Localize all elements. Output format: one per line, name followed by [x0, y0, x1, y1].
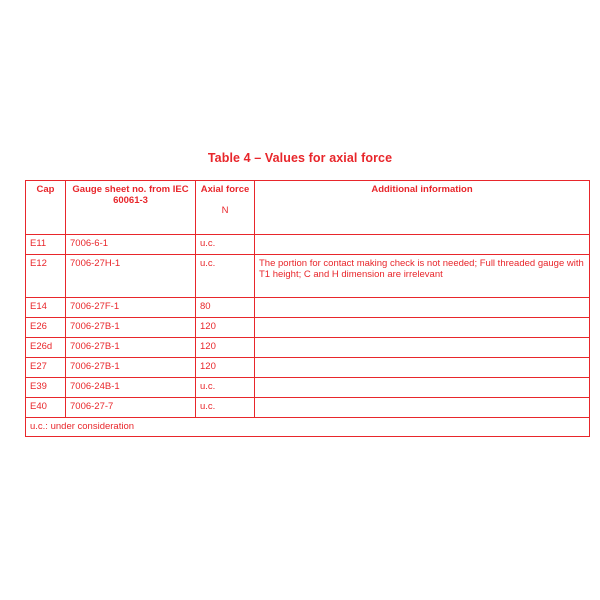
cell-cap: E14 — [26, 298, 66, 318]
header-axial-force-label: Axial force — [200, 184, 250, 195]
cell-gauge-sheet: 7006-27B-1 — [66, 358, 196, 378]
cell-axial-force: u.c. — [196, 378, 255, 398]
cell-gauge-sheet: 7006-27-7 — [66, 398, 196, 418]
cell-gauge-sheet: 7006-24B-1 — [66, 378, 196, 398]
table-row — [26, 358, 590, 378]
cell-axial-force: u.c. — [196, 398, 255, 418]
cell-additional-information — [255, 398, 590, 418]
cell-axial-force: 80 — [196, 298, 255, 318]
cell-axial-force: u.c. — [196, 255, 255, 298]
cell-gauge-sheet: 7006-27B-1 — [66, 318, 196, 338]
cell-additional-information: The portion for contact making check is not needed; Full threaded gauge with T1 height; C and H dimension are irrelevant — [255, 255, 590, 298]
table-row — [26, 298, 590, 318]
cell-axial-force: 120 — [196, 338, 255, 358]
header-axial-force-unit: N — [221, 205, 229, 216]
cell-additional-information — [255, 338, 590, 358]
cell-cap: E27 — [26, 358, 66, 378]
cell-gauge-sheet: 7006-27F-1 — [66, 298, 196, 318]
cell-additional-information — [255, 235, 590, 255]
cell-gauge-sheet: 7006-27H-1 — [66, 255, 196, 298]
cell-cap: E12 — [26, 255, 66, 298]
cell-additional-information — [255, 378, 590, 398]
header-axial-force — [196, 181, 255, 235]
table-row — [26, 338, 590, 358]
cell-gauge-sheet: 7006-6-1 — [66, 235, 196, 255]
cell-additional-information — [255, 318, 590, 338]
cell-cap: E11 — [26, 235, 66, 255]
table-row — [26, 398, 590, 418]
cell-cap: E40 — [26, 398, 66, 418]
table-title: Table 4 – Values for axial force — [207, 151, 393, 165]
header-gauge-sheet: Gauge sheet no. from IEC 60061-3 — [66, 181, 196, 235]
table-row — [26, 255, 590, 298]
cell-axial-force: 120 — [196, 358, 255, 378]
table-footnote-row — [26, 418, 590, 437]
header-additional-information: Additional information — [255, 181, 590, 235]
cell-cap: E26 — [26, 318, 66, 338]
cell-cap: E39 — [26, 378, 66, 398]
table-row — [26, 318, 590, 338]
axial-force-table — [25, 180, 590, 437]
cell-gauge-sheet: 7006-27B-1 — [66, 338, 196, 358]
header-cap: Cap — [26, 181, 66, 235]
cell-axial-force: u.c. — [196, 235, 255, 255]
cell-axial-force: 120 — [196, 318, 255, 338]
table-row — [26, 378, 590, 398]
table-header-row — [26, 181, 590, 235]
table-footnote: u.c.: under consideration — [26, 418, 590, 437]
cell-additional-information — [255, 358, 590, 378]
cell-cap: E26d — [26, 338, 66, 358]
cell-additional-information — [255, 298, 590, 318]
table-row — [26, 235, 590, 255]
